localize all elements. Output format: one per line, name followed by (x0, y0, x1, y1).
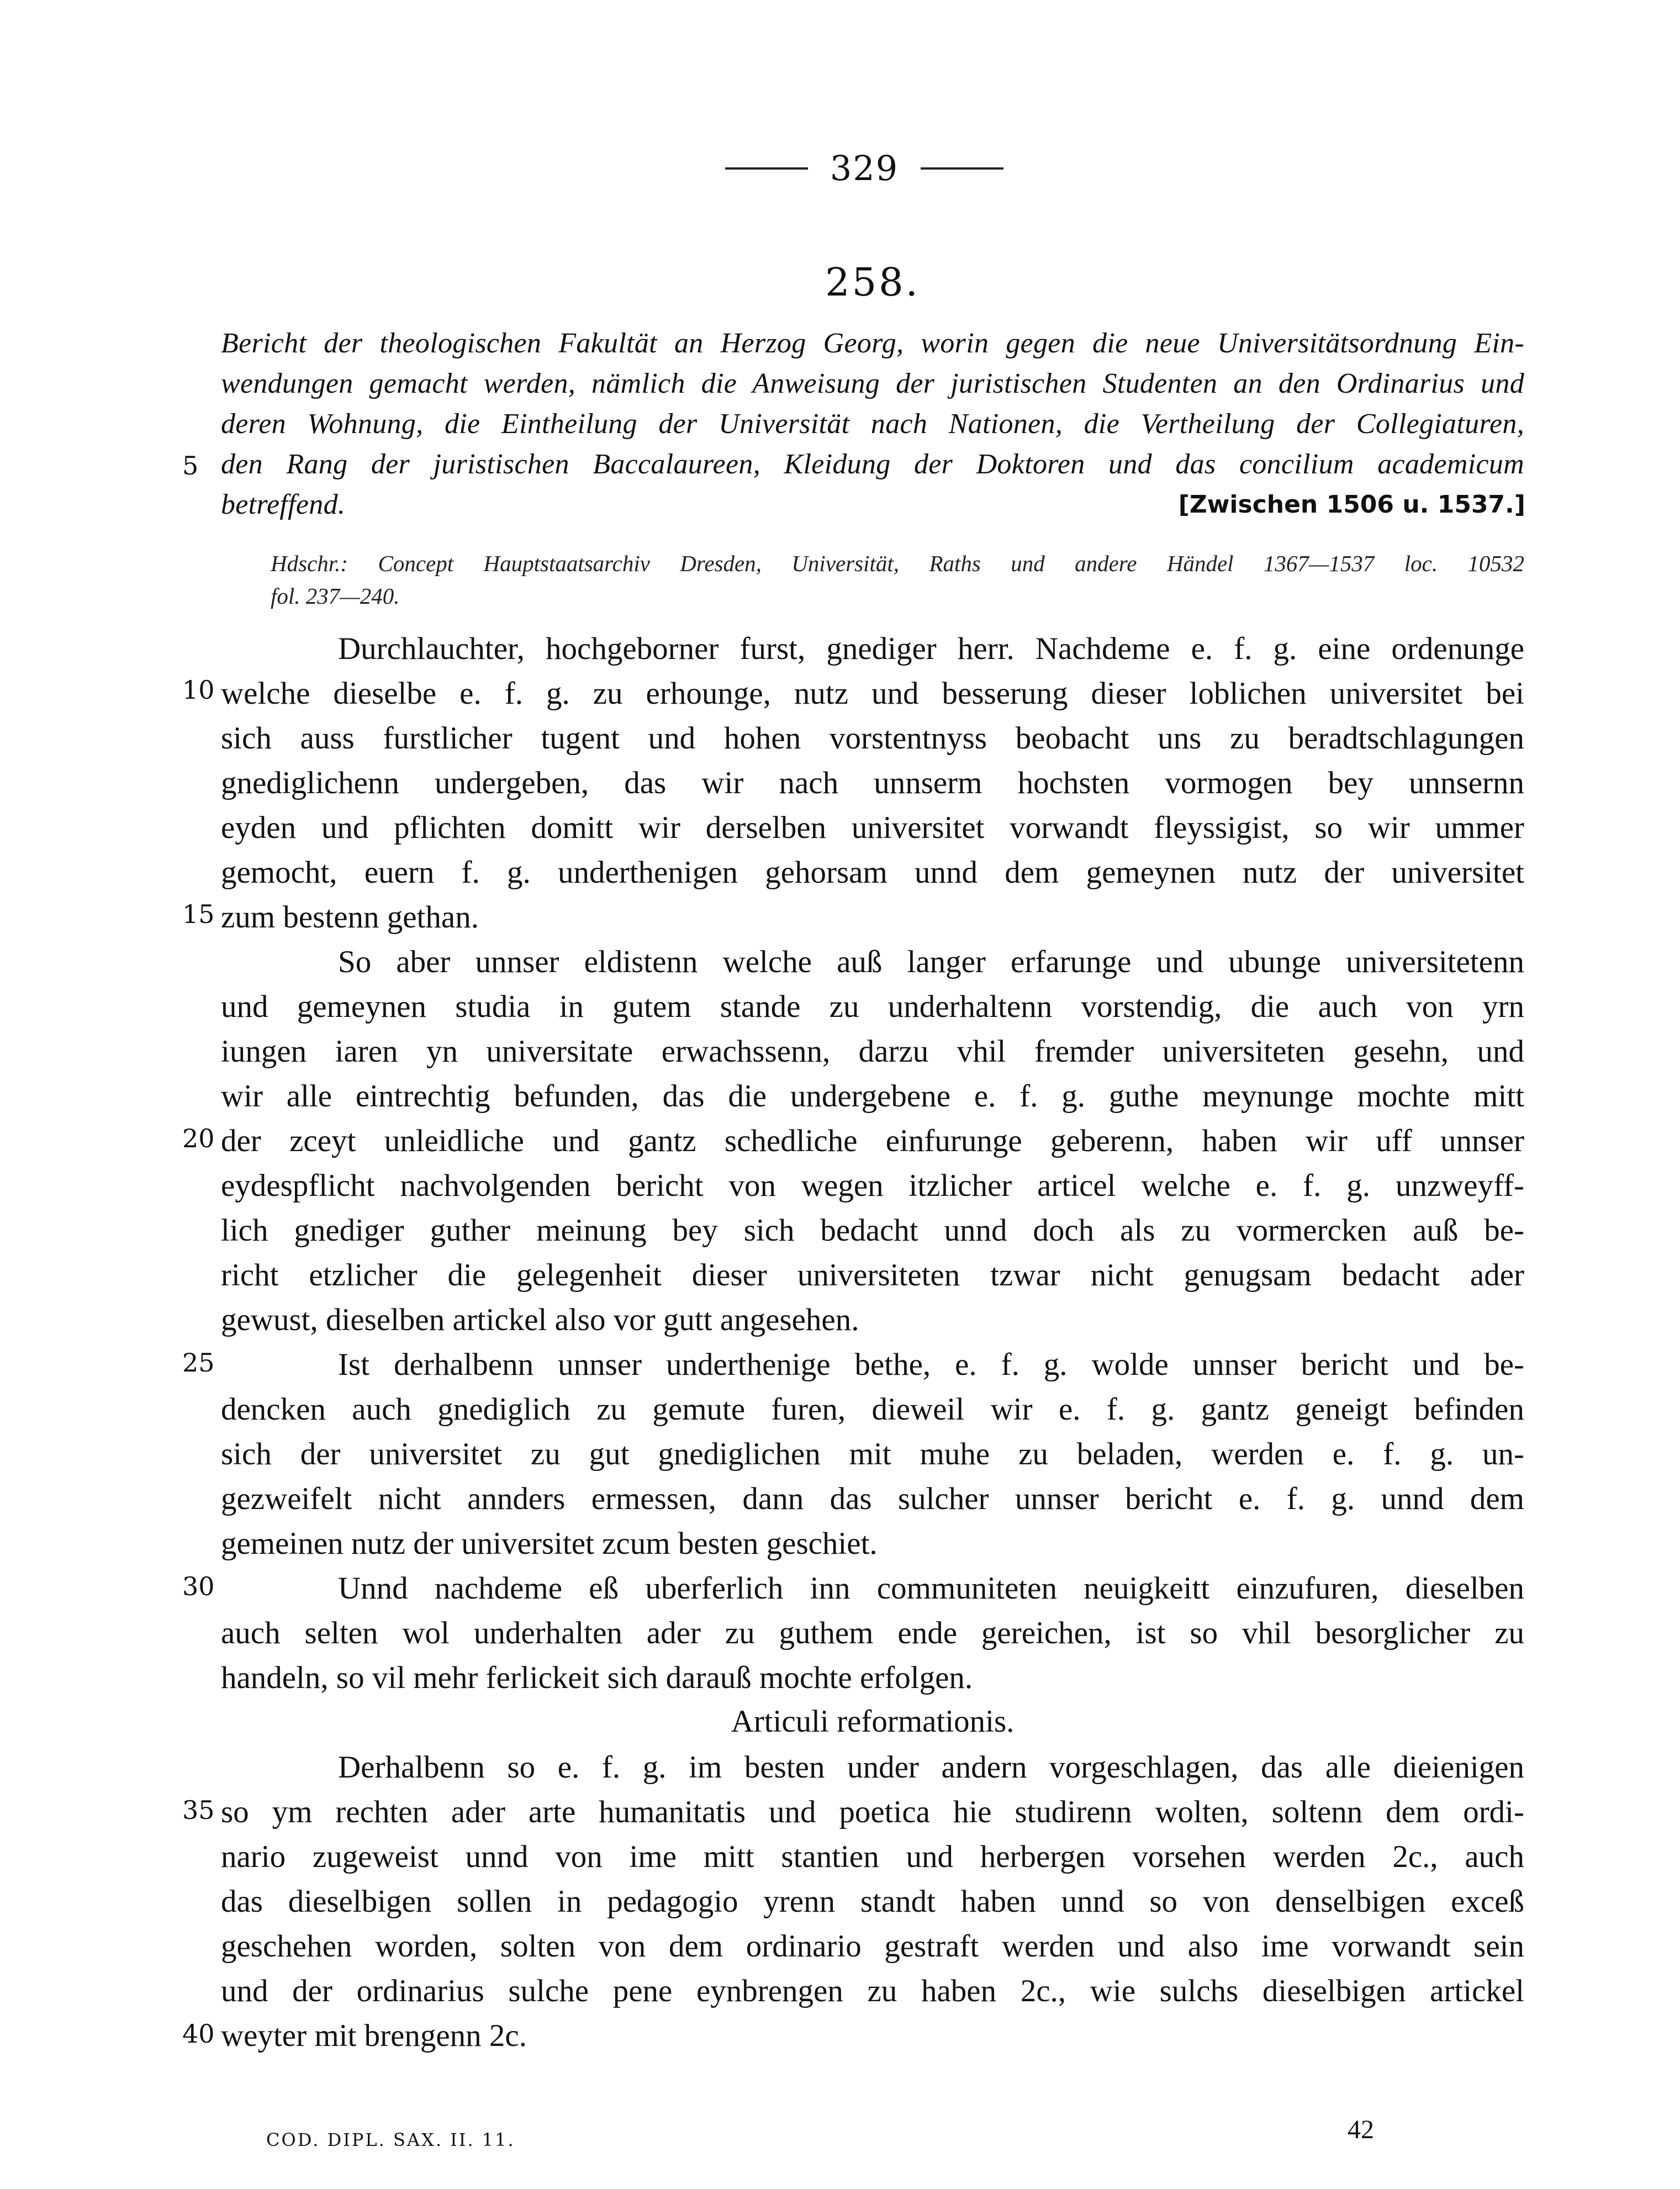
body-line: und gemeynen studia in gutem stande zu underhaltenn vorstendig, die auch von yrn (221, 989, 1524, 1024)
source-note: Hdschr.: Concept Hauptstaatsarchiv Dresden, Universität, Raths und andere Händel 1367—1537 loc. 10532 (271, 551, 1524, 576)
body-line: eydespflicht nachvolgenden bericht von wegen itzlicher articel welche e. f. g. unzweyff- (221, 1168, 1524, 1203)
body-line: so ym rechten ader arte humanitatis und poetica hie studirenn wolten, soltenn dem ordi- (221, 1795, 1524, 1829)
body-line: geschehen worden, solten von dem ordinario gestraft werden und also ime vorwandt sein (221, 1929, 1524, 1964)
body-line: weyter mit brengenn 2c. (221, 2018, 527, 2053)
body-line: gemeinen nutz der universitet zcum besten geschiet. (221, 1526, 878, 1561)
body-line: lich gnediger guther meinung bey sich bedacht unnd doch als zu vormercken auß be- (221, 1213, 1524, 1248)
body-line: iungen iaren yn universitate erwachssenn, darzu vhil fremder universiteten gesehn, und (221, 1034, 1524, 1069)
line-number: 40 (182, 2019, 215, 2049)
source-note: fol. 237—240. (271, 583, 400, 609)
body-line: Ist derhalbenn unnser underthenige bethe, e. f. g. wolde unnser bericht und be- (338, 1347, 1524, 1382)
footer-signature: COD. DIPL. SAX. II. 11. (266, 2129, 515, 2150)
header-rule-left (725, 167, 808, 170)
body-line: Derhalbenn so e. f. g. im besten under andern vorgeschlagen, das alle dieienigen (338, 1750, 1524, 1785)
body-line: Unnd nachdeme eß uberferlich inn communiteten neuigkeitt einzufuren, dieselben (338, 1571, 1524, 1606)
body-line: sich der universitet zu gut gnediglichen mit muhe zu beladen, werden e. f. g. un- (221, 1437, 1524, 1471)
date-range: [Zwischen 1506 u. 1537.] (1178, 490, 1525, 519)
sheet-number: 42 (1348, 2115, 1374, 2144)
section-heading: Articuli reformationis. (731, 1704, 1015, 1739)
line-number: 15 (182, 899, 215, 929)
page-number: 329 (830, 148, 899, 188)
body-line: gewust, dieselben artickel also vor gutt angesehen. (221, 1302, 859, 1337)
body-line: gnediglichenn undergeben, das wir nach unnserm hochsten vormogen bey unnsernn (221, 766, 1524, 800)
page-header (712, 148, 1016, 188)
line-number: 25 (182, 1348, 215, 1378)
body-line: nario zugeweist unnd von ime mitt stantien und herbergen vorsehen werden 2c., auch (221, 1839, 1524, 1874)
body-line: eyden und pflichten domitt wir derselben universitet vorwandt fleyssigist, so wir ummer (221, 810, 1524, 845)
body-line: gemocht, euern f. g. underthenigen gehorsam unnd dem gemeynen nutz der universitet (221, 855, 1524, 890)
body-line: handeln, so vil mehr ferlickeit sich darauß mochte erfolgen. (221, 1660, 973, 1695)
body-line: Durchlauchter, hochgeborner furst, gnediger herr. Nachdeme e. f. g. eine ordenunge (338, 631, 1524, 666)
summary-line: Bericht der theologischen Fakultät an Herzog Georg, worin gegen die neue Universitätsordnung Ein- (221, 328, 1524, 359)
line-number: 20 (182, 1123, 215, 1153)
body-line: zum bestenn gethan. (221, 900, 479, 935)
body-line: wir alle eintrechtig befunden, das die undergebene e. f. g. guthe meynunge mochte mitt (221, 1079, 1524, 1114)
body-line: das dieselbigen sollen in pedagogio yrenn standt haben unnd so von denselbigen exceß (221, 1884, 1524, 1919)
summary-line: betreffend. (221, 489, 346, 520)
header-rule-right (921, 167, 1003, 170)
body-line: welche dieselbe e. f. g. zu erhounge, nutz und besserung dieser loblichen universitet bei (221, 676, 1524, 711)
line-number: 30 (182, 1571, 215, 1601)
summary-line: deren Wohnung, die Eintheilung der Universität nach Nationen, die Vertheilung der Collegiaturen, (221, 408, 1524, 440)
document-number: 258. (825, 260, 920, 305)
body-line: und der ordinarius sulche pene eynbrengen zu haben 2c., wie sulchs dieselbigen artickel (221, 1974, 1524, 2008)
body-line: richt etzlicher die gelegenheit dieser universiteten tzwar nicht genugsam bedacht ader (221, 1258, 1524, 1293)
body-line: gezweifelt nicht annders ermessen, dann das sulcher unnser bericht e. f. g. unnd dem (221, 1481, 1524, 1516)
line-number: 5 (182, 451, 199, 481)
body-line: sich auss furstlicher tugent und hohen vorstentnyss beobacht uns zu beradtschlagungen (221, 721, 1524, 756)
body-line: dencken auch gnediglich zu gemute furen, dieweil wir e. f. g. gantz geneigt befinden (221, 1392, 1524, 1427)
summary-line: den Rang der juristischen Baccalaureen, Kleidung der Doktoren und das concilium academicum (221, 449, 1524, 480)
line-number: 10 (182, 675, 215, 705)
summary-line: wendungen gemacht werden, nämlich die Anweisung der juristischen Studenten an den Ordinarius und (221, 368, 1524, 399)
body-line: auch selten wol underhalten ader zu guthem ende gereichen, ist so vhil besorglicher zu (221, 1616, 1524, 1650)
body-line: der zceyt unleidliche und gantz schedliche einfurunge geberenn, haben wir uff unnser (221, 1123, 1524, 1158)
line-number: 35 (182, 1795, 215, 1825)
body-line: So aber unnser eldistenn welche auß langer erfarunge und ubunge universitetenn (338, 945, 1524, 979)
